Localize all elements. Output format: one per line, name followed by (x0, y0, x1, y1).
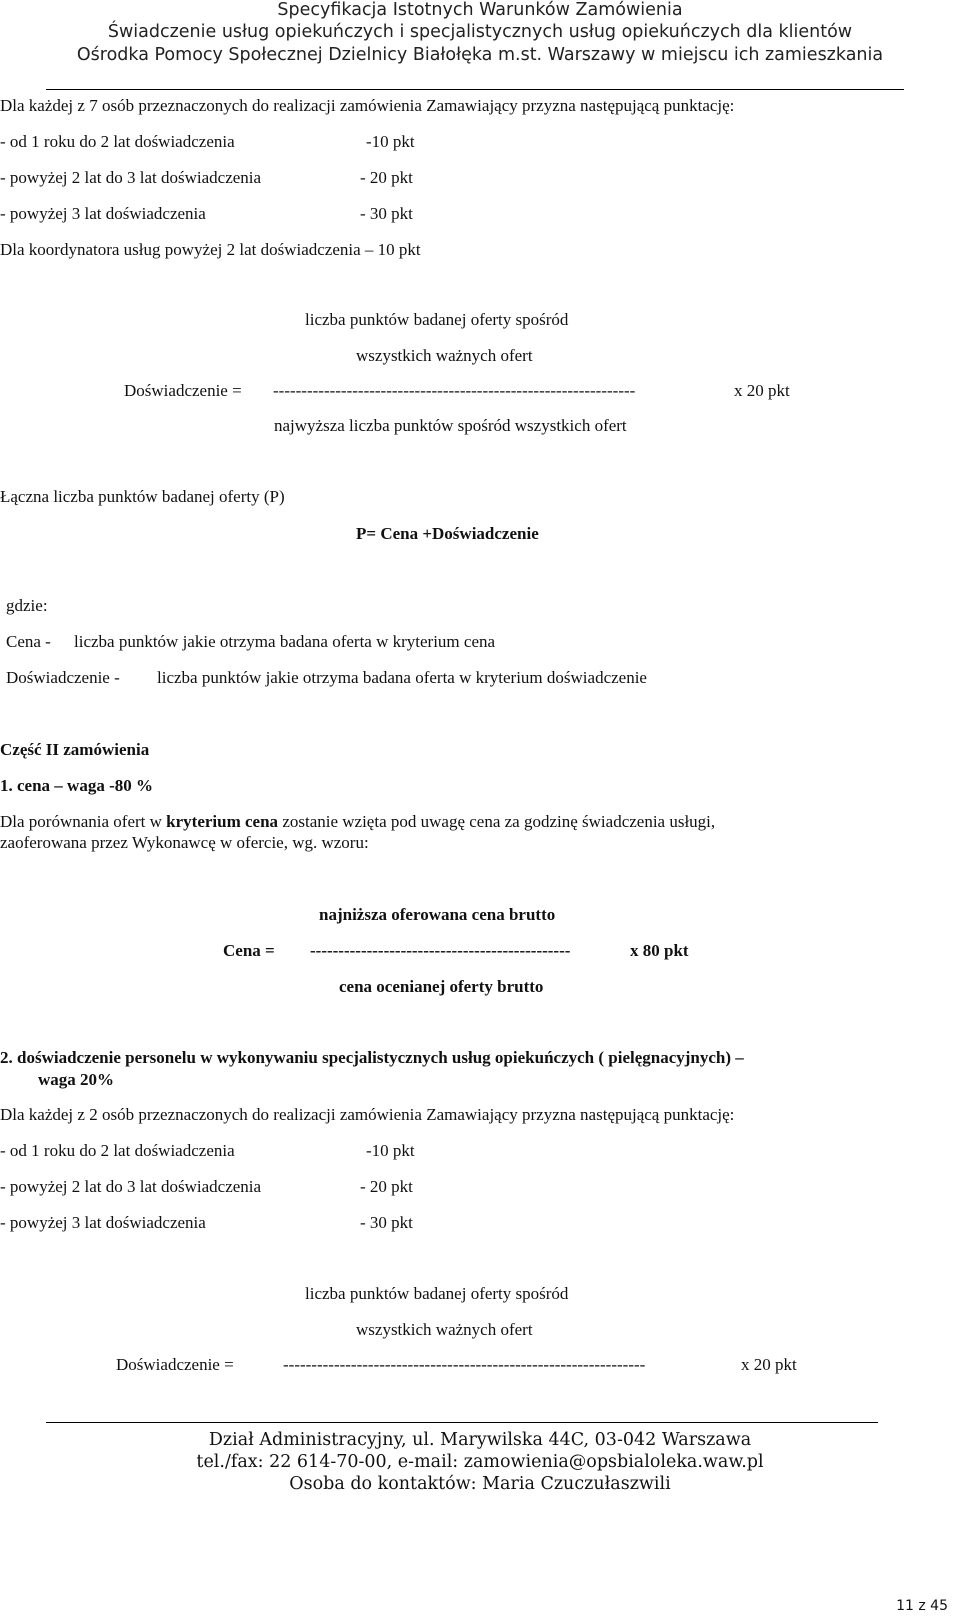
formula1-numerator-line1: liczba punktów badanej oferty spośród (305, 310, 569, 329)
formula1-lhs: Doświadczenie = (124, 381, 242, 400)
formula1-fraction-bar: ---------------------------------------------------------------- (273, 381, 636, 400)
total-label: Łączna liczba punktów badanej oferty (P) (0, 487, 285, 506)
price-paragraph-text-a: Dla porównania ofert w (0, 812, 167, 831)
section2-item-points: - 30 pkt (360, 1213, 413, 1232)
formula1-denominator: najwyższa liczba punktów spośród wszystkich ofert (274, 416, 627, 435)
formula2-numerator-line1: liczba punktów badanej oferty spośród (305, 1284, 569, 1303)
header-divider (46, 89, 904, 90)
page-number: 11 z 45 (896, 1598, 948, 1614)
price-formula-fraction-bar: ---------------------------------------------- (310, 941, 571, 960)
def-cena-text: liczba punktów jakie otrzyma badana oferta w kryterium cena (74, 632, 496, 651)
header-line-3: Ośrodka Pomocy Społecznej Dzielnicy Białołęka m.st. Warszawy w miejscu ich zamieszkania (76, 45, 884, 65)
formula2-lhs: Doświadczenie = (116, 1355, 234, 1374)
footer-contact: tel./fax: 22 614-70-00, e-mail: zamowienia@opsbialoleka.waw.pl (196, 1452, 764, 1472)
criterion1-heading: 1. cena – waga -80 % (0, 776, 153, 795)
section2-item-points: -10 pkt (366, 1141, 415, 1160)
section1-item-points: - 30 pkt (360, 204, 413, 223)
footer-address: Dział Administracyjny, ul. Marywilska 44C, 03-042 Warszawa (208, 1430, 752, 1450)
criterion2-heading-line2: waga 20% (38, 1070, 115, 1089)
footer-divider (46, 1422, 878, 1423)
section2-item-label: - powyżej 3 lat doświadczenia (0, 1213, 206, 1232)
section2-item-label: - od 1 roku do 2 lat doświadczenia (0, 1141, 235, 1160)
header-line-2: Świadczenie usług opiekuńczych i specjalistycznych usług opiekuńczych dla klientów (107, 22, 853, 42)
footer-person: Osoba do kontaktów: Maria Czuczułaszwili (289, 1474, 671, 1494)
price-paragraph-line2: zaoferowana przez Wykonawcę w ofercie, wg. wzoru: (0, 833, 369, 852)
formula1-multiplier: x 20 pkt (734, 381, 790, 400)
section2-item-label: - powyżej 2 lat do 3 lat doświadczenia (0, 1177, 262, 1196)
formula2-numerator-line2: wszystkich ważnych ofert (356, 1320, 533, 1339)
def-doswiadczenie-text: liczba punktów jakie otrzyma badana oferta w kryterium doświadczenie (157, 668, 647, 687)
section2-item-points: - 20 pkt (360, 1177, 413, 1196)
section1-item-points: - 20 pkt (360, 168, 413, 187)
section1-item-points: -10 pkt (366, 132, 415, 151)
price-formula-numerator: najniższa oferowana cena brutto (319, 905, 556, 924)
section1-item-label: - od 1 roku do 2 lat doświadczenia (0, 132, 235, 151)
header-line-1: Specyfikacja Istotnych Warunków Zamówienia (277, 0, 683, 20)
formula1-numerator-line2: wszystkich ważnych ofert (356, 346, 533, 365)
price-paragraph-emphasis: kryterium cena (166, 812, 279, 831)
section2-intro: Dla każdej z 2 osób przeznaczonych do realizacji zamówienia Zamawiający przyzna następującą punktację: (0, 1105, 735, 1124)
formula2-fraction-bar: ---------------------------------------------------------------- (283, 1355, 646, 1374)
price-paragraph-line1 (0, 812, 715, 832)
section1-item-label: - powyżej 3 lat doświadczenia (0, 204, 206, 223)
price-formula-lhs: Cena = (223, 941, 275, 960)
section1-item-label: - powyżej 2 lat do 3 lat doświadczenia (0, 168, 262, 187)
price-formula-multiplier: x 80 pkt (630, 941, 689, 960)
where-label: gdzie: (6, 596, 48, 615)
def-doswiadczenie-term: Doświadczenie - (6, 668, 120, 687)
coordinator-rule: Dla koordynatora usług powyżej 2 lat doświadczenia – 10 pkt (0, 240, 421, 259)
part2-title: Część II zamówienia (0, 740, 150, 759)
criterion2-heading-line1: 2. doświadczenie personelu w wykonywaniu specjalistycznych usług opiekuńczych ( pielęgnacyjnych) – (0, 1048, 744, 1067)
def-cena-term: Cena - (6, 632, 51, 651)
price-paragraph-text-c: zostanie wzięta pod uwagę cena za godzinę świadczenia usługi, (278, 812, 716, 831)
formula2-multiplier: x 20 pkt (741, 1355, 797, 1374)
section1-intro: Dla każdej z 7 osób przeznaczonych do realizacji zamówienia Zamawiający przyzna następującą punktację: (0, 96, 735, 115)
total-formula: P= Cena +Doświadczenie (356, 524, 539, 543)
price-formula-denominator: cena ocenianej oferty brutto (339, 977, 544, 996)
